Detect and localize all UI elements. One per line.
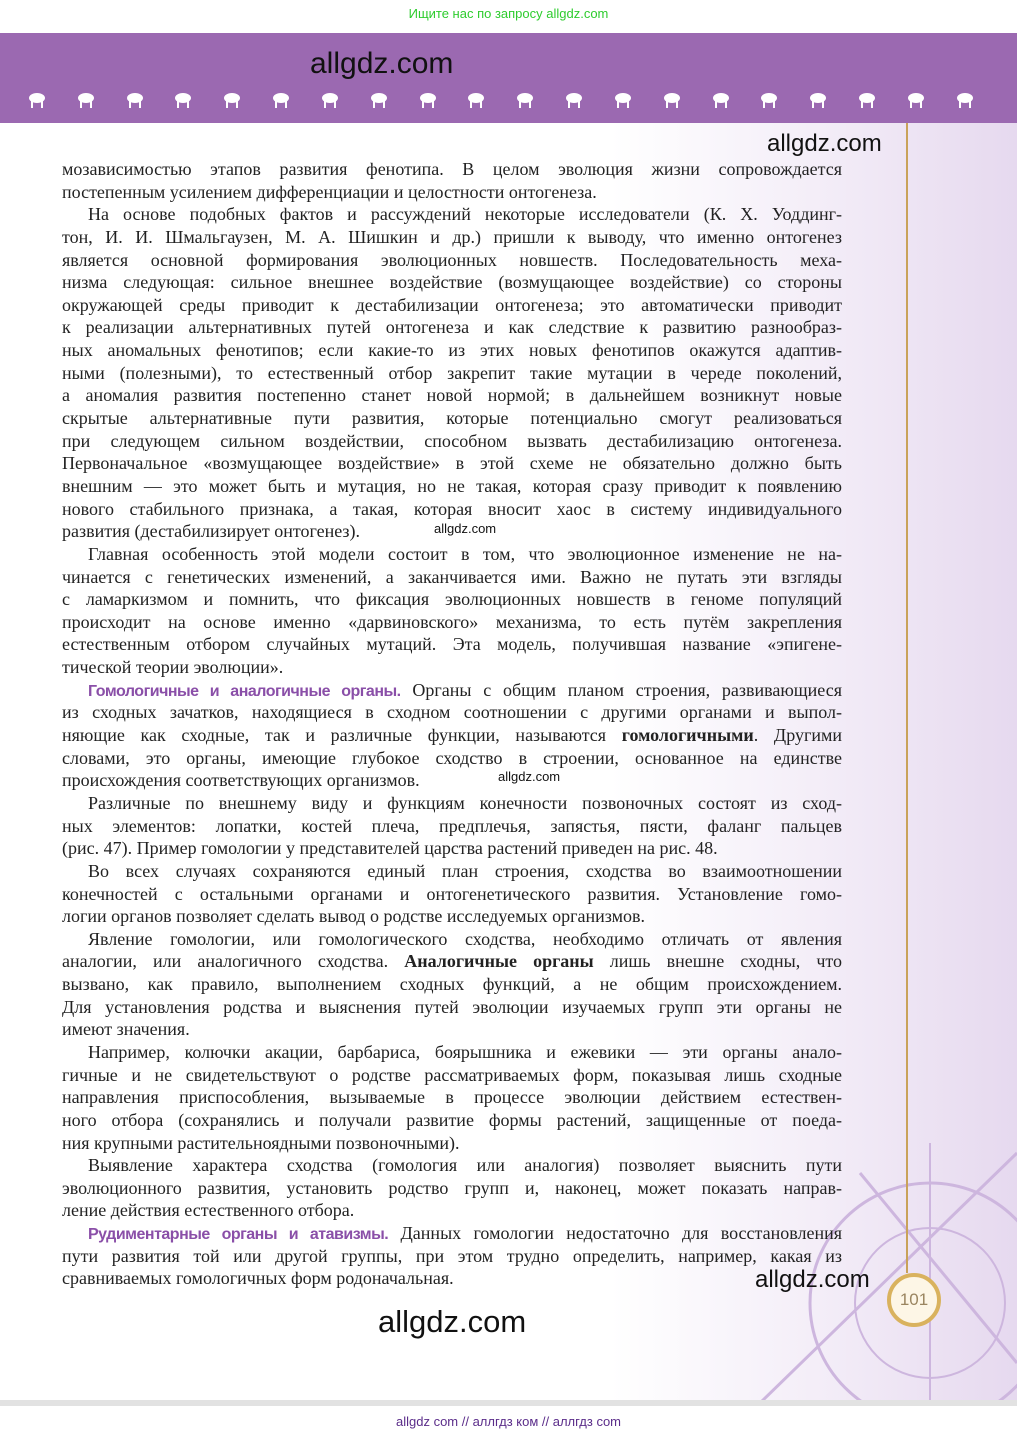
text-line — [62, 656, 842, 679]
text-line — [62, 747, 842, 770]
text-line — [62, 498, 842, 521]
animal-icons-row — [26, 89, 976, 109]
text-line — [62, 701, 842, 724]
watermark: allgdz.com — [378, 1304, 527, 1339]
bold-term: гомологичными — [621, 725, 754, 746]
text-line — [62, 181, 842, 204]
text-segment: На основе подобных фактов и рассуждений некоторые исследователи (К. Х. Уоддинг- — [88, 204, 842, 225]
text-segment: логии органов позволяет сделать вывод о родстве исследуемых организмов. — [62, 906, 645, 927]
text-line — [62, 588, 842, 611]
bird-icon — [807, 89, 829, 109]
text-line — [62, 792, 842, 815]
text-line — [62, 1018, 842, 1041]
text-segment: Для установления родства и выяснения путей эволюции изучаемых групп эти органы не — [62, 996, 842, 1017]
text-segment: Главная особенность этой модели состоит в том, что эволюционное изменение не на- — [88, 543, 842, 564]
text-segment: конечностей с остальными органами и онтогенетического развития. Установление гомо- — [62, 883, 842, 904]
text-line — [62, 973, 842, 996]
text-line — [62, 1267, 842, 1290]
scorpion-icon — [124, 89, 146, 109]
text-line — [62, 905, 842, 928]
text-line — [62, 1132, 842, 1155]
text-line — [62, 1177, 842, 1200]
butterfly-icon — [75, 89, 97, 109]
watermark: allgdz.com — [498, 769, 561, 784]
text-line — [62, 1199, 842, 1222]
text-line — [62, 679, 842, 702]
text-segment: вызвано, как правило, выполнением сходных функций, а не общим происхождением. — [62, 974, 842, 995]
text-segment: тической теории эволюции». — [62, 657, 284, 678]
section-heading: Гомологичные и аналогичные органы. — [88, 682, 401, 700]
text-line — [62, 860, 842, 883]
text-segment: имеют значения. — [62, 1019, 190, 1040]
horse-icon — [758, 89, 780, 109]
text-line — [62, 203, 842, 226]
text-line — [62, 362, 842, 385]
text-line — [62, 883, 842, 906]
section-heading: Рудиментарные органы и атавизмы. — [88, 1226, 389, 1244]
text-segment: пути развития той или другой группы, при этом трудно определить, например, какая из — [62, 1245, 842, 1266]
text-line — [62, 815, 842, 838]
text-segment: аналогии, или аналогичного сходства. — [62, 951, 405, 972]
text-line — [62, 566, 842, 589]
text-line — [62, 384, 842, 407]
text-segment: с ламаркизмом и помнить, что фиксация эволюционных новшеств в геноме популяций — [62, 589, 842, 610]
text-line — [62, 724, 842, 747]
text-segment: ния крупными растительноядными позвоночными). — [62, 1132, 460, 1153]
text-line — [62, 1245, 842, 1268]
insect-icon — [417, 89, 439, 109]
text-segment: мозависимостью этапов развития фенотипа. В целом эволюция жизни сопровождается — [62, 159, 842, 179]
margin-line — [906, 123, 908, 1273]
page-number: 101 — [887, 1273, 941, 1327]
text-segment: ных элементов: лопатки, костей плеча, предплечья, запястья, пясти, фаланг пальцев — [62, 815, 842, 836]
text-segment: постепенным усилением дифференциации и целостности онтогенеза. — [62, 181, 597, 202]
text-line — [62, 1222, 842, 1245]
text-segment: эволюционного развития, установить родство групп и, наконец, может показать направ- — [62, 1177, 842, 1198]
watermark: allgdz.com — [755, 1266, 870, 1293]
text-segment: из сходных зачатков, находящиеся в сходном соотношении с другими органами и выпол- — [62, 702, 842, 723]
giraffe-icon — [368, 89, 390, 109]
text-line — [62, 633, 842, 656]
text-line — [62, 1086, 842, 1109]
text-segment: (рис. 47). Пример гомологии у представителей царства растений приведен на рис. 48. — [62, 838, 718, 859]
text-segment: ными (полезными), то естественный отбор закрепит такие мутации в череде поколений, — [62, 362, 842, 383]
text-segment: ление действия естественного отбора. — [62, 1200, 355, 1221]
page-divider — [0, 1400, 1017, 1406]
text-segment: тон, И. И. Шмальгаузен, М. А. Шишкин и др.) пришли к выводу, что именно онтогенез — [62, 226, 842, 247]
text-line — [62, 996, 842, 1019]
text-segment: происходит на основе именно «дарвиновского» механизма, то есть путём закрепления — [62, 611, 842, 632]
footer-links: allgdz com // аллгдз ком // аллгдз com — [395, 1414, 622, 1429]
bison-icon — [26, 89, 48, 109]
giraffe-icon — [954, 89, 976, 109]
fish-icon — [856, 89, 878, 109]
text-line — [62, 271, 842, 294]
text-line — [62, 1154, 842, 1177]
text-line — [62, 226, 842, 249]
text-line — [62, 1109, 842, 1132]
text-segment: при следующем сильном воздействии, способном вызвать дестабилизацию онтогенеза. — [62, 430, 842, 451]
text-line — [62, 407, 842, 430]
text-line — [62, 452, 842, 475]
monkey-icon — [319, 89, 341, 109]
text-segment: происхождения соответствующих организмов. — [62, 770, 420, 791]
text-segment: нового стабильного признака, а такая, которая вносит хаос в систему индивидуального — [62, 498, 842, 519]
horse-icon — [172, 89, 194, 109]
lizard-icon — [563, 89, 585, 109]
text-line — [62, 928, 842, 951]
search-hint: Ищите нас по запросу allgdz.com — [408, 6, 609, 21]
text-segment: к реализации альтернативных путей онтогенеза и как следствие к развитию разнообраз- — [62, 317, 842, 338]
bull-icon — [465, 89, 487, 109]
header-band — [0, 33, 1017, 123]
text-segment: ных аномальных фенотипов; если какие-то из этих новых фенотипов окажутся адаптив- — [62, 340, 842, 361]
text-line — [62, 249, 842, 272]
text-line — [62, 430, 842, 453]
text-segment: низма следующая: сильное внешнее воздействие (возмущающее воздействие) со стороны — [62, 272, 842, 293]
text-segment: скрытые альтернативные пути развития, которые потенциально смогут реализоваться — [62, 408, 842, 429]
text-segment: является основной формирования эволюционных новшеств. Последовательность меха- — [62, 249, 842, 270]
text-segment: Выявление характера сходства (гомология или аналогия) позволяет выяснить пути — [88, 1155, 842, 1176]
text-line — [62, 837, 842, 860]
text-segment: лишь внешне сходны, что — [593, 951, 842, 972]
text-segment: развития (дестабилизирует онтогенез). — [62, 521, 361, 542]
text-line — [62, 543, 842, 566]
text-line — [62, 316, 842, 339]
bird-icon — [221, 89, 243, 109]
text-segment: Во всех случаях сохраняются единый план строения, сходства во взаимоотношении — [88, 860, 842, 881]
text-segment: Данных гомологии недостаточно для восстановления — [388, 1223, 842, 1244]
text-line — [62, 950, 842, 973]
butterfly-icon — [612, 89, 634, 109]
text-line — [62, 1041, 842, 1064]
text-segment: Например, колючки акации, барбариса, боярышника и ежевики — эти органы анало- — [88, 1041, 842, 1062]
text-segment: Различные по внешнему виду и функциям конечности позвоночных состоят из сход- — [88, 792, 842, 813]
text-segment: Первоначальное «возмущающее воздействие» в этой схеме не обязательно должно быть — [62, 453, 842, 474]
text-line — [62, 611, 842, 634]
text-segment: направления приспособления, вызываемые в процессе эволюции действием естествен- — [62, 1087, 842, 1108]
text-segment: внешним — это может быть и мутация, но не такая, которая сразу приводит к появлению — [62, 475, 842, 496]
text-segment: окружающей среды приводит к дестабилизации онтогенеза; это автоматически приводит — [62, 294, 842, 315]
text-segment: . Другими — [753, 725, 842, 746]
text-segment: Органы с общим планом строения, развивающиеся — [400, 679, 843, 700]
text-line — [62, 475, 842, 498]
text-segment: гичные и не свидетельствуют о родстве рассматриваемых форм, показывая лишь сходные — [62, 1064, 842, 1085]
text-segment: чинается с генетических изменений, а заканчивается ими. Важно не путать эти взгляды — [62, 566, 842, 587]
text-line — [62, 1064, 842, 1087]
bold-term: Аналогичные органы — [404, 951, 594, 972]
text-line — [62, 294, 842, 317]
fish-icon — [270, 89, 292, 109]
text-segment: а аномалия развития постепенно станет новой нормой; в дальнейшем возникнут новые — [62, 385, 842, 406]
text-line — [62, 158, 842, 181]
text-segment: Явление гомологии, или гомологического сходства, необходимо отличать от явления — [88, 928, 842, 949]
scorpion-icon — [710, 89, 732, 109]
kangaroo-icon — [514, 89, 536, 109]
text-line — [62, 769, 842, 792]
text-line — [62, 339, 842, 362]
monkey-icon — [905, 89, 927, 109]
text-segment: естественным отбором случайных мутаций. Эта модель, получившая название «эпигене- — [62, 634, 842, 655]
bison-icon — [661, 89, 683, 109]
body-text — [62, 158, 842, 1290]
text-segment: словами, это органы, имеющие глубокое сходство в строении, основанное на единстве — [62, 747, 842, 768]
watermark: allgdz.com — [434, 521, 497, 536]
watermark: allgdz.com — [310, 47, 454, 80]
watermark: allgdz.com — [767, 130, 882, 157]
text-segment: сравниваемых гомологичных форм родоначальная. — [62, 1268, 454, 1289]
text-segment: ного отбора (сохранялись и получали развитие формы растений, защищенные от поеда- — [62, 1109, 842, 1130]
text-segment: няющие как сходные, так и различные функции, называются — [62, 725, 622, 746]
